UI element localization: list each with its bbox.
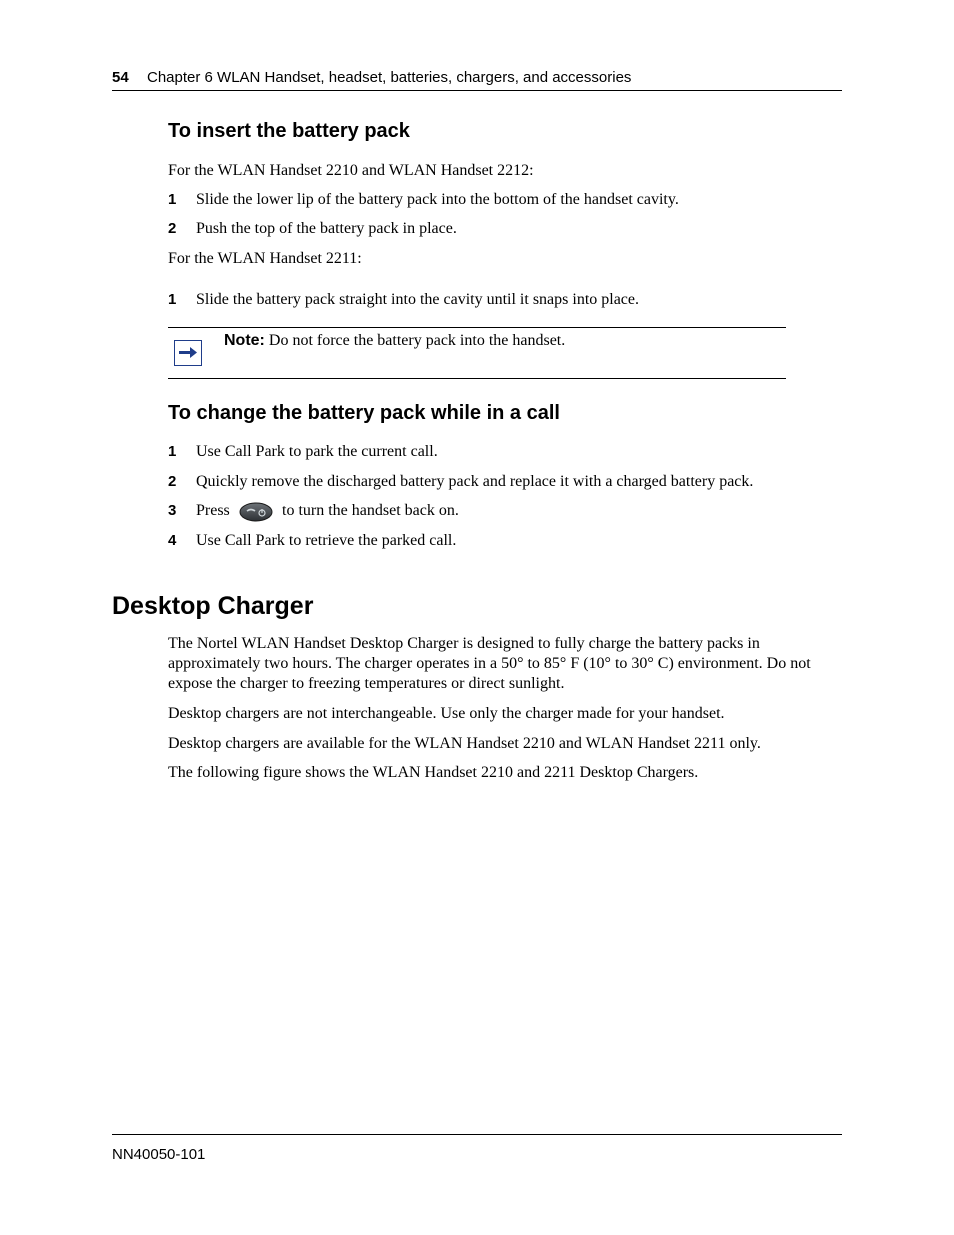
end-call-power-button-icon <box>239 502 273 522</box>
document-number: NN40050-101 <box>112 1146 206 1163</box>
page-number: 54 <box>112 69 129 86</box>
footer-rule <box>112 1134 842 1135</box>
chapter-title: Chapter 6 WLAN Handset, headset, batteries, chargers, and accessories <box>147 69 632 86</box>
step-number: 1 <box>168 443 177 460</box>
note-top-rule <box>168 327 786 328</box>
charger-paragraph: The Nortel WLAN Handset Desktop Charger is designed to fully charge the battery packs in approximately two hours. The charger operates in a 50° to 85° F (10° to 30° C) environment. Do not expose the charger to freezing temperatures or direct sunlight. <box>168 635 811 692</box>
intro-2210-2212: For the WLAN Handset 2210 and WLAN Handset 2212: <box>168 162 534 179</box>
desktop-charger-heading: Desktop Charger <box>112 592 314 620</box>
step-text: Push the top of the battery pack in place. <box>196 220 457 237</box>
insert-battery-heading: To insert the battery pack <box>168 120 410 142</box>
arrow-right-icon <box>174 340 202 366</box>
charger-paragraph: Desktop chargers are not interchangeable. Use only the charger made for your handset. <box>168 705 725 722</box>
step-text: Quickly remove the discharged battery pack and replace it with a charged battery pack. <box>196 473 754 490</box>
step-text: Use Call Park to park the current call. <box>196 443 438 460</box>
step-text: Slide the battery pack straight into the cavity until it snaps into place. <box>196 291 640 308</box>
step-number: 3 <box>168 502 177 519</box>
step-number: 1 <box>168 191 177 208</box>
charger-paragraph: The following figure shows the WLAN Handset 2210 and 2211 Desktop Chargers. <box>168 764 699 781</box>
intro-2211: For the WLAN Handset 2211: <box>168 250 362 267</box>
change-battery-heading: To change the battery pack while in a call <box>168 402 560 424</box>
step-number: 2 <box>168 220 177 237</box>
note-bottom-rule <box>168 378 786 379</box>
step-text: Use Call Park to retrieve the parked call. <box>196 532 457 549</box>
step-number: 2 <box>168 473 177 490</box>
note-label: Note: <box>224 332 265 349</box>
note-body: Do not force the battery pack into the handset. <box>264 332 566 349</box>
step-number: 1 <box>168 291 177 308</box>
step-text: Slide the lower lip of the battery pack into the bottom of the handset cavity. <box>196 191 679 208</box>
header-rule <box>112 90 842 91</box>
step-number: 4 <box>168 532 177 549</box>
charger-paragraph: Desktop chargers are available for the WLAN Handset 2210 and WLAN Handset 2211 only. <box>168 735 761 752</box>
note-text <box>224 331 565 351</box>
step-text-before: Press <box>196 502 230 519</box>
step-text-after: to turn the handset back on. <box>282 502 459 519</box>
